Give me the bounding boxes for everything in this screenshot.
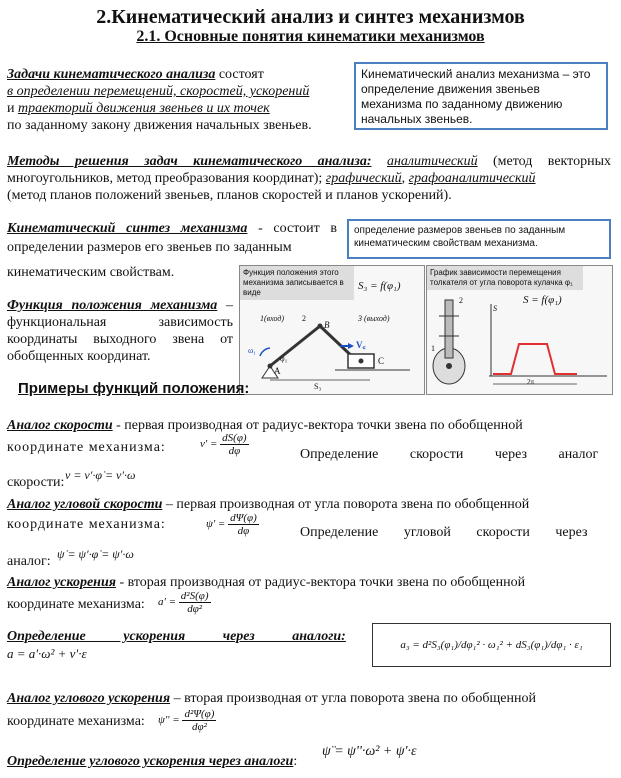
page-title: 2.Кинематический анализ и синтез механизмов [96, 6, 525, 28]
posfunc-heading: Функция положения механизма [7, 298, 218, 313]
speed-heading: Аналог скорости [7, 418, 113, 433]
speed-line2: координате механизма: [7, 440, 166, 455]
fig1-label-B: B [324, 320, 330, 330]
angspeed-line1: Аналог угловой скорости – первая производная от угла поворота звена по обобщенной [7, 497, 530, 512]
acc-heading: Аналог ускорения [7, 575, 116, 590]
cam-diagram [427, 266, 612, 394]
methods-paragraph: Методы решения задач кинематического анализа: аналитический (метод векторных многоугольников, метод преобразования координат); графический, графоаналитический (метод планов положений звеньев, планов скоростей и планов ускорений). [7, 154, 611, 203]
fig2-label-2pi: 2π [527, 378, 535, 386]
angaccdef-heading: Определение углового ускорения через аналоги [7, 754, 294, 769]
acc-line2: координате механизма: [7, 597, 145, 612]
fig2-label-S: S [493, 304, 497, 313]
acc-analog-formula: a' = $\frac{\text{d²S(φ)}}{\text{dφ²}}$ [158, 590, 209, 615]
speed-definition: Определение скорости через аналог [300, 447, 599, 462]
fig2-label-2: 2 [459, 296, 463, 305]
angacc-heading: Аналог углового ускорения [7, 691, 171, 706]
acc-line1: Аналог ускорения - вторая производная от радиус-вектора точки звена по обобщенной [7, 575, 526, 590]
fig1-label-omega: ω₁ [248, 346, 257, 355]
angaccdef-formula: ψ̈ = ψ''·ω² + ψ'·ε [322, 744, 417, 759]
speed-formula: v = v'·φ̇ = v'·ω [65, 468, 136, 482]
speed-line3: скорости: [7, 475, 65, 490]
definition-box-synthesis: определение размеров звеньев по заданным кинематическим свойствам механизма. [347, 219, 611, 259]
angspeed-heading: Аналог угловой скорости [7, 497, 163, 512]
fig1-label-link1: 1(вход) [260, 314, 285, 323]
angspeed-definition: Определение угловой скорости через [300, 525, 588, 540]
angspeed-line3: аналог: [7, 554, 51, 569]
fig1-label-A: A [274, 366, 281, 376]
fig2-label-1: 1 [431, 344, 435, 353]
synthesis-line3: кинематическим свойствам. [7, 265, 175, 280]
speed-line1: Аналог скорости - первая производная от радиус-вектора точки звена по обобщенной [7, 418, 523, 433]
definition-box-analysis: Кинематический анализ механизма – это определение движения звеньев механизма по заданному движению начальных звеньев. [354, 62, 608, 130]
angspeed-formula: ψ̇ = ψ'·φ̇ = ψ'·ω [57, 547, 134, 561]
figure-cam-mechanism: График зависимости перемещения толкателя от угла поворота кулачка φ₁ S = f(φ₁) 2 1 S 2π [426, 265, 613, 395]
accdef-box-formula: a₃ = d²S₃(φ₁)/dφ₁² · ω₁² + dS₃(φ₁)/dφ₁ · ε₁ [372, 623, 611, 667]
angaccdef-line: Определение углового ускорения через аналоги: [7, 754, 298, 769]
angspeed-line2: координате механизма: [7, 517, 166, 532]
fig1-label-phi: φ₁ [280, 354, 288, 363]
fig1-label-C: C [378, 356, 385, 366]
fig1-label-S3: S₃ [314, 382, 322, 391]
synthesis-paragraph: Кинематический синтез механизма - состоит в определении размеров его звеньев по заданным [7, 221, 337, 255]
tasks-heading: Задачи кинематического анализа [7, 67, 216, 82]
examples-heading: Примеры функций положения: [18, 380, 250, 397]
fig1-formula: S₃ = f(φ₁) [358, 280, 401, 292]
angacc-line1: Аналог углового ускорения – вторая производная от угла поворота звена по обобщенной [7, 691, 536, 706]
slider-crank-diagram [240, 266, 424, 394]
angspeed-analog-formula: ψ' = $\frac{d\Psi(\varphi)}{d\varphi}$ [206, 512, 257, 537]
synthesis-heading: Кинематический синтез механизма [7, 221, 248, 236]
accdef-formula: a = a'·ω² + v'·ε [7, 646, 87, 661]
fig2-formula: S = f(φ₁) [523, 294, 562, 306]
fig1-label-link3: 3 (выход) [358, 314, 390, 323]
angacc-analog-formula: ψ'' = $\frac{\text{d²Ψ(φ)}}{\text{dφ²}}$ [158, 708, 215, 733]
tasks-paragraph: Задачи кинематического анализа состоят в определении перемещений, скоростей, ускорений и траекторий движения звеньев и их точек по заданному закону движения начальных звеньев. [7, 67, 312, 133]
figure-slider-crank: Функция положения этого механизма записывается в виде S₃ = f(φ₁) 1(вход) 2 3 (выход) A B C ω₁ φ₁ V꜀ S₃ [239, 265, 425, 395]
accdef-heading: Определение ускорения через аналоги: [7, 629, 346, 644]
speed-analog-formula: v' = $\frac{dS(\varphi)}{d\varphi}$ [200, 432, 247, 457]
angacc-line2: координате механизма: [7, 714, 145, 729]
methods-heading: Методы решения задач кинематического анализа: [7, 154, 372, 169]
fig1-label-link2: 2 [302, 314, 306, 323]
section-title: 2.1. Основные понятия кинематики механизмов [136, 28, 485, 45]
posfunc-paragraph: Функция положения механизма – функциональная зависимость координаты выходного звена от обобщенных координат. [7, 298, 234, 364]
fig1-label-velocity: V꜀ [356, 340, 366, 350]
